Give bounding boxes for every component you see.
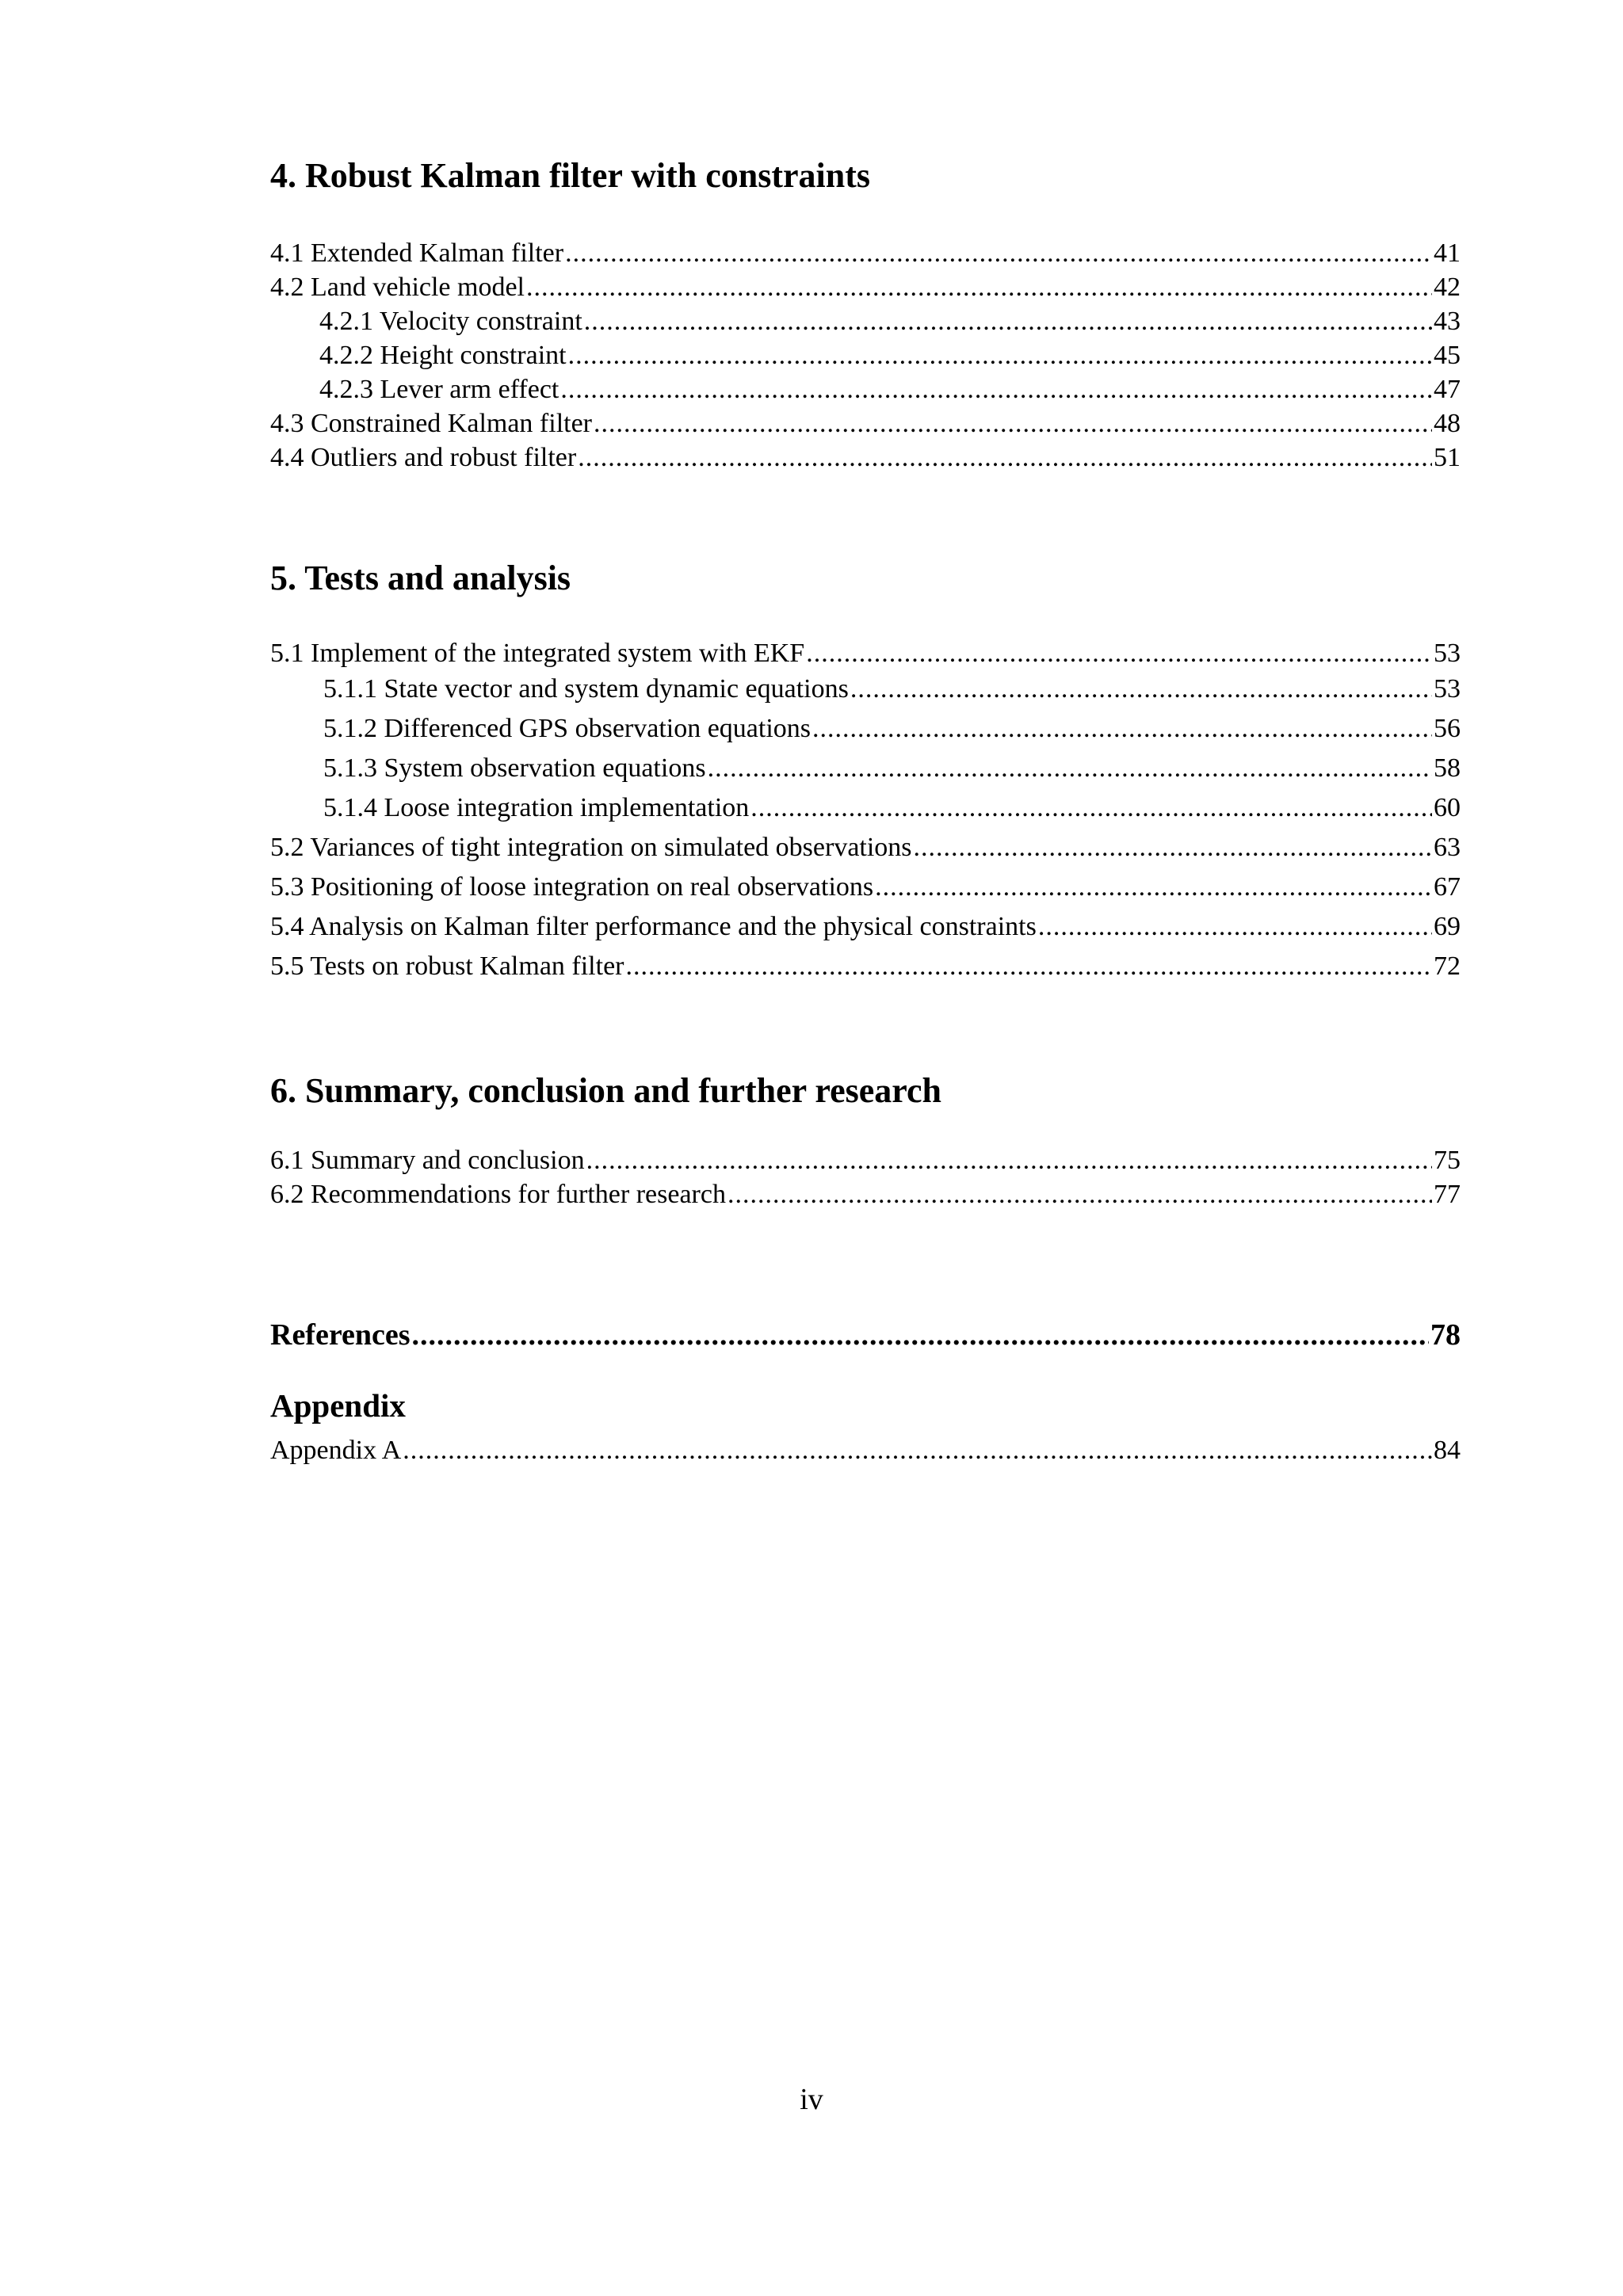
toc-entry-page: 63 bbox=[1434, 833, 1461, 862]
toc-entry-page: 42 bbox=[1434, 273, 1461, 302]
toc-entry-4-1[interactable] bbox=[270, 240, 1461, 267]
toc-entry-page: 48 bbox=[1434, 409, 1461, 438]
toc-entry-title: 4.2.2 Height constraint bbox=[319, 341, 567, 370]
toc-entry-title: 6.2 Recommendations for further research bbox=[270, 1180, 726, 1209]
toc-entry-title: 5.2 Variances of tight integration on simulated observations bbox=[270, 833, 912, 862]
toc-entry-title: 4.2.1 Velocity constraint bbox=[319, 307, 582, 336]
toc-entry-page: 60 bbox=[1434, 793, 1461, 822]
toc-entry-title: 4.1 Extended Kalman filter bbox=[270, 238, 564, 268]
toc-entry-5-3[interactable] bbox=[270, 874, 1461, 901]
toc-entry-5-1[interactable] bbox=[270, 640, 1461, 667]
toc-entry-title: 4.4 Outliers and robust filter bbox=[270, 443, 577, 472]
dot-leader bbox=[586, 1147, 1432, 1174]
toc-entry-4-2[interactable] bbox=[270, 274, 1461, 301]
toc-entry-4-2-1[interactable] bbox=[319, 308, 1461, 335]
toc-entry-5-5[interactable] bbox=[270, 953, 1461, 980]
dot-leader bbox=[412, 1320, 1429, 1350]
toc-entry-page: 78 bbox=[1430, 1318, 1461, 1352]
toc-entry-page: 45 bbox=[1434, 341, 1461, 370]
toc-entry-page: 53 bbox=[1434, 639, 1461, 668]
toc-entry-title: 5.1.3 System observation equations bbox=[323, 753, 706, 783]
toc-entry-4-2-2[interactable] bbox=[319, 342, 1461, 369]
dot-leader bbox=[594, 410, 1432, 437]
toc-entry-page: 51 bbox=[1434, 443, 1461, 472]
dot-leader bbox=[812, 715, 1432, 742]
dot-leader bbox=[403, 1437, 1432, 1464]
toc-entry-title: 6.1 Summary and conclusion bbox=[270, 1146, 585, 1175]
toc-entry-title: 4.2.3 Lever arm effect bbox=[319, 375, 559, 404]
dot-leader bbox=[625, 953, 1432, 980]
appendix-heading: Appendix bbox=[270, 1387, 406, 1424]
toc-entry-page: 47 bbox=[1434, 375, 1461, 404]
toc-entry-title: Appendix A bbox=[270, 1436, 402, 1465]
toc-entry-page: 58 bbox=[1434, 753, 1461, 783]
dot-leader bbox=[850, 676, 1432, 703]
dot-leader bbox=[584, 308, 1432, 335]
toc-entry-title: 4.3 Constrained Kalman filter bbox=[270, 409, 593, 438]
toc-entry-page: 67 bbox=[1434, 872, 1461, 902]
dot-leader bbox=[750, 795, 1432, 822]
toc-entry-title: 5.1.4 Loose integration implementation bbox=[323, 793, 750, 822]
toc-entry-references[interactable] bbox=[270, 1320, 1461, 1350]
page-number: iv bbox=[800, 2083, 823, 2116]
toc-entry-page: 56 bbox=[1434, 714, 1461, 743]
toc-entry-page: 84 bbox=[1434, 1436, 1461, 1465]
dot-leader bbox=[708, 755, 1432, 782]
dot-leader bbox=[727, 1181, 1432, 1208]
dot-leader bbox=[875, 874, 1432, 901]
toc-entry-5-2[interactable] bbox=[270, 834, 1461, 861]
toc-entry-5-4[interactable] bbox=[270, 913, 1461, 940]
toc-entry-title: 5.4 Analysis on Kalman filter performance and the physical constraints bbox=[270, 912, 1037, 941]
dot-leader bbox=[568, 342, 1432, 369]
dot-leader bbox=[914, 834, 1432, 861]
dot-leader bbox=[565, 240, 1432, 267]
toc-entry-title: References bbox=[270, 1318, 411, 1352]
toc-entry-4-4[interactable] bbox=[270, 444, 1461, 471]
toc-entry-page: 77 bbox=[1434, 1180, 1461, 1209]
toc-entry-title: 5.3 Positioning of loose integration on real observations bbox=[270, 872, 874, 902]
section-heading-4: 4. Robust Kalman filter with constraints bbox=[270, 156, 870, 195]
toc-entry-title: 5.5 Tests on robust Kalman filter bbox=[270, 952, 624, 981]
toc-entry-appendix-a[interactable] bbox=[270, 1437, 1461, 1464]
toc-entry-4-3[interactable] bbox=[270, 410, 1461, 437]
toc-entry-page: 69 bbox=[1434, 912, 1461, 941]
toc-entry-6-2[interactable] bbox=[270, 1181, 1461, 1208]
toc-entry-page: 75 bbox=[1434, 1146, 1461, 1175]
dot-leader bbox=[578, 444, 1432, 471]
dot-leader bbox=[526, 274, 1432, 301]
toc-entry-4-2-3[interactable] bbox=[319, 376, 1461, 403]
toc-entry-5-1-4[interactable] bbox=[323, 795, 1461, 822]
toc-entry-title: 5.1.2 Differenced GPS observation equations bbox=[323, 714, 812, 743]
toc-entry-title: 4.2 Land vehicle model bbox=[270, 273, 525, 302]
toc-entry-5-1-3[interactable] bbox=[323, 755, 1461, 782]
dot-leader bbox=[560, 376, 1432, 403]
toc-entry-5-1-1[interactable] bbox=[323, 676, 1461, 703]
section-heading-5: 5. Tests and analysis bbox=[270, 559, 571, 597]
toc-entry-title: 5.1 Implement of the integrated system with EKF bbox=[270, 639, 805, 668]
toc-entry-page: 72 bbox=[1434, 952, 1461, 981]
section-heading-6: 6. Summary, conclusion and further research bbox=[270, 1071, 942, 1110]
toc-entry-6-1[interactable] bbox=[270, 1147, 1461, 1174]
toc-entry-title: 5.1.1 State vector and system dynamic equations bbox=[323, 674, 849, 704]
toc-entry-5-1-2[interactable] bbox=[323, 715, 1461, 742]
dot-leader bbox=[1038, 913, 1432, 940]
toc-entry-page: 41 bbox=[1434, 238, 1461, 268]
toc-entry-page: 43 bbox=[1434, 307, 1461, 336]
toc-entry-page: 53 bbox=[1434, 674, 1461, 704]
dot-leader bbox=[806, 640, 1432, 667]
